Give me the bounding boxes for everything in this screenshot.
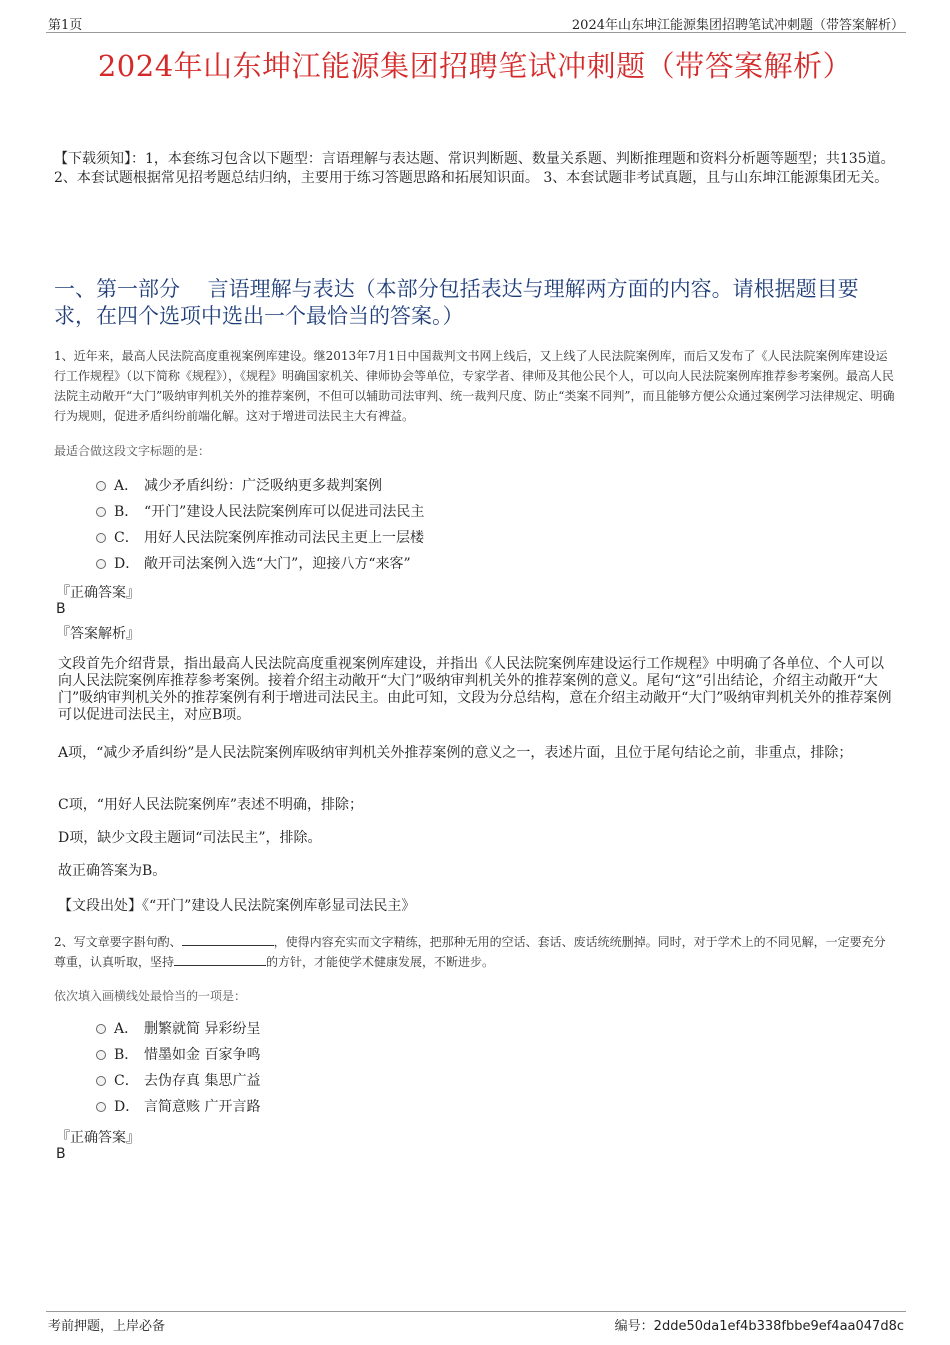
- radio-button-icon[interactable]: [96, 1102, 106, 1112]
- source-citation: 【文段出处】《“开门”建设人民法院案例库彰显司法民主》: [58, 898, 416, 914]
- footer-code: 编号：2dde50da1ef4b338fbbe9ef4aa047d8c: [614, 1319, 904, 1334]
- radio-button-icon[interactable]: [96, 533, 106, 543]
- header-doc-title: 2024年山东坤江能源集团招聘笔试冲刺题（带答案解析）: [571, 18, 904, 33]
- option-d[interactable]: D． 言简意赅 广开言路: [96, 1094, 260, 1120]
- question-2-text: 2、写文章要字斟句酌、 ，使得内容充实而文字精练，把那种无用的空话、套话、废话统统删掉。同时，对于学术上的不同见解，一定要充分尊重，认真听取，坚持 的方针，才能使学术健康发展，不断进步。: [54, 935, 886, 969]
- analysis-label: 『答案解析』: [56, 626, 140, 642]
- question-1-prompt: 最适合做这段文字标题的是：: [54, 444, 211, 458]
- question-2-prompt: 依次填入画横线处最恰当的一项是：: [54, 989, 247, 1003]
- question-2-options: [96, 1016, 260, 1120]
- radio-button-icon[interactable]: [96, 1024, 106, 1034]
- answer-label: 『正确答案』: [56, 1130, 140, 1146]
- correct-answer: B: [56, 1146, 66, 1162]
- option-b[interactable]: B． “开门”建设人民法院案例库可以促进司法民主: [96, 499, 424, 525]
- download-notice: 【下载须知】：1，本套练习包含以下题型：言语理解与表达题、常识判断题、数量关系题、判断推理题和资料分析题等题型；共135道。 2、本套试题根据常见招考题总结归纳，主要用于练习答题思路和拓展知识面。 3、本套试题非考试真题，且与山东坤江能源集团无关。: [54, 151, 895, 186]
- fill-blank: [182, 933, 274, 946]
- footer-slogan: 考前押题，上岸必备: [48, 1319, 166, 1334]
- option-a[interactable]: A． 减少矛盾纠纷：广泛吸纳更多裁判案例: [96, 473, 424, 499]
- analysis-paragraph: 故正确答案为B。: [58, 863, 167, 879]
- analysis-paragraph: A项，“减少矛盾纠纷”是人民法院案例库吸纳审判机关外推荐案例的意义之一，表述片面，且位于尾句结论之前，非重点，排除；: [58, 745, 853, 761]
- page-title: 2024年山东坤江能源集团招聘笔试冲刺题（带答案解析）: [97, 49, 853, 83]
- analysis-paragraph: C项，“用好人民法院案例库”表述不明确，排除；: [58, 797, 364, 813]
- radio-button-icon[interactable]: [96, 481, 106, 491]
- question-1-text: 1、近年来，最高人民法院高度重视案例库建设。继2013年7月1日中国裁判文书网上线后，又上线了人民法院案例库，而后又发布了《人民法院案例库建设运行工作规程》（以下简称《规程》），《规程》明确国家机关、律师协会等单位，专家学者、律师及其他公民个人，可以向人民法院案例库推荐参考案例。最高人民法院主动敞开“大门”吸纳审判机关外的推荐案例，不但可以辅助司法审判、统一裁判尺度、防止“类案不同判”，而且能够方便公众通过案例学习法律规定、明确行为规则，促进矛盾纠纷前端化解。这对于增进司法民主大有裨益。: [54, 349, 895, 423]
- radio-button-icon[interactable]: [96, 1050, 106, 1060]
- fill-blank: [174, 953, 266, 966]
- option-a[interactable]: A． 删繁就简 异彩纷呈: [96, 1016, 260, 1042]
- radio-button-icon[interactable]: [96, 507, 106, 517]
- header-page-number: 第1页: [48, 18, 83, 33]
- analysis-paragraph: D项，缺少文段主题词“司法民主”，排除。: [58, 830, 322, 846]
- option-b[interactable]: B． 惜墨如金 百家争鸣: [96, 1042, 260, 1068]
- answer-label: 『正确答案』: [56, 585, 140, 601]
- question-1-options: [96, 473, 424, 577]
- correct-answer: B: [56, 601, 66, 617]
- option-c[interactable]: C． 用好人民法院案例库推动司法民主更上一层楼: [96, 525, 424, 551]
- analysis-paragraph: 文段首先介绍背景，指出最高人民法院高度重视案例库建设，并指出《人民法院案例库建设运行工作规程》中明确了各单位、个人可以向人民法院案例库推荐参考案例。接着介绍主动敞开“大门”吸纳审判机关外的推荐案例的意义。尾句“这”引出结论，介绍主动敞开“大门”吸纳审判机关外的推荐案例有利于增进司法民主。由此可知，文段为分总结构，意在介绍主动敞开“大门”吸纳审判机关外的推荐案例可以促进司法民主，对应B项。: [58, 656, 892, 723]
- header-divider: [46, 32, 906, 33]
- option-c[interactable]: C． 去伪存真 集思广益: [96, 1068, 260, 1094]
- section-heading: 一、第一部分 言语理解与表达（本部分包括表达与理解两方面的内容。请根据题目要求，在四个选项中选出一个最恰当的答案。）: [54, 277, 859, 328]
- radio-button-icon[interactable]: [96, 1076, 106, 1086]
- footer-divider: [46, 1311, 906, 1312]
- option-d[interactable]: D． 敞开司法案例入选“大门”，迎接八方“来客”: [96, 551, 424, 577]
- radio-button-icon[interactable]: [96, 559, 106, 569]
